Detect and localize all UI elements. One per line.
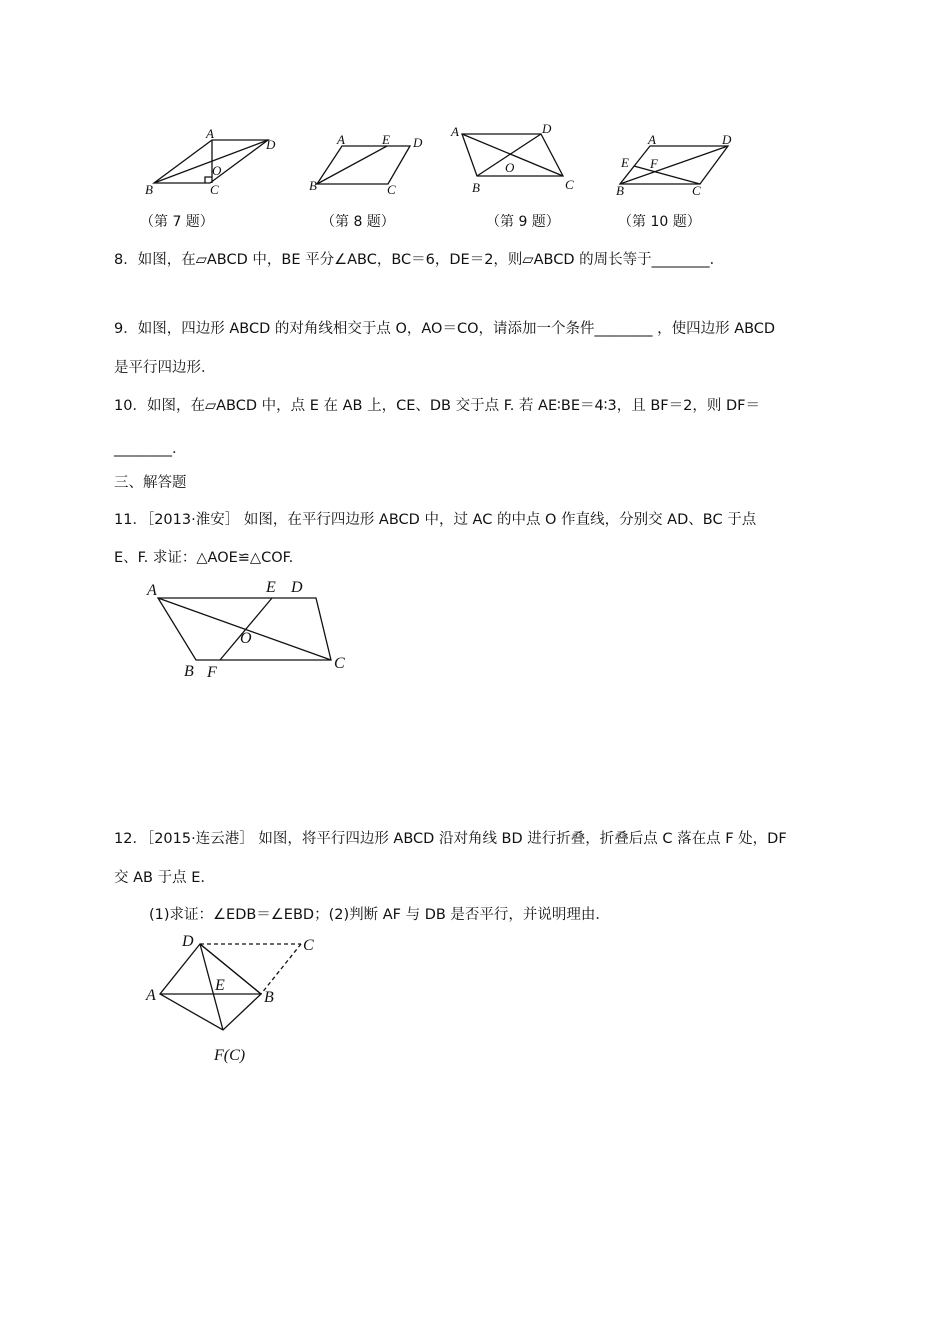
figure-10-caption: （第 10 题）	[618, 214, 701, 230]
fig11-label: D	[291, 579, 303, 596]
fig11-label: C	[334, 655, 345, 672]
fig11-label: E	[266, 579, 276, 596]
fig12-label: B	[264, 989, 274, 1006]
fig9-label: O	[505, 160, 515, 175]
fig8-label: E	[382, 132, 390, 147]
fig11-label: B	[184, 663, 194, 680]
fig12-diagonal-db	[200, 944, 261, 994]
fig8-bisector-be	[317, 146, 387, 184]
question-12-line-1: 12．［2015·连云港］ 如图，将平行四边形 ABCD 沿对角线 BD 进行折叠，折叠后点 C 落在点 F 处，DF	[114, 831, 787, 847]
fig12-label: E	[215, 977, 225, 994]
fig12-label: D	[182, 933, 194, 950]
question-8: 8．如图，在▱ABCD 中，BE 平分∠ABC，BC＝6，DE＝2，则▱ABCD 的周长等于________．	[114, 252, 725, 268]
question-9-line-1: 9．如图，四边形 ABCD 的对角线相交于点 O，AO＝CO，请添加一个条件________ ，使四边形 ABCD	[114, 321, 776, 337]
fig12-label: A	[146, 987, 156, 1004]
fig8-label: A	[337, 132, 345, 147]
fig9-label: B	[472, 180, 480, 195]
fig11-label: F	[207, 664, 217, 681]
fig8-label: C	[387, 182, 396, 197]
fig11-diagonal-ac	[158, 598, 331, 660]
section-heading: 三、解答题	[114, 475, 187, 491]
fig10-label: A	[648, 132, 656, 147]
fig11-label: A	[147, 582, 157, 599]
fig7-label: B	[145, 182, 153, 197]
fig9-label: A	[451, 124, 459, 139]
question-11-line-2: E、F. 求证：△AOE≌△COF.	[114, 550, 294, 566]
figure-8-caption: （第 8 题）	[321, 214, 395, 230]
fig12-folded-quad	[160, 944, 261, 1030]
fig9-label: C	[565, 177, 574, 192]
question-10-line-2: ________．	[114, 441, 187, 457]
question-11-line-1: 11．［2013·淮安］ 如图，在平行四边形 ABCD 中，过 AC 的中点 O 作直线，分别交 AD、BC 于点	[114, 512, 757, 528]
fig10-diagonal-db	[620, 146, 728, 184]
fig11-line-ef	[220, 598, 272, 660]
figure-10	[610, 128, 750, 200]
question-9-line-2: 是平行四边形．	[114, 360, 216, 376]
fig8-parallelogram	[317, 146, 410, 184]
fig10-label: C	[692, 183, 701, 198]
fig7-label: D	[266, 137, 276, 152]
fig12-dashed-cb	[261, 944, 301, 994]
fig7-label: O	[212, 163, 222, 178]
figure-9	[448, 122, 588, 200]
fig7-label: A	[206, 128, 214, 141]
question-12-line-3: (1)求证：∠EDB＝∠EBD；(2)判断 AF 与 DB 是否平行，并说明理由．	[149, 907, 610, 923]
figure-9-caption: （第 9 题）	[486, 214, 560, 230]
fig8-label: D	[413, 135, 423, 150]
figure-12	[140, 926, 340, 1066]
question-12-line-2: 交 AB 于点 E.	[114, 870, 205, 886]
figure-7	[140, 128, 290, 200]
figure-7-caption: （第 7 题）	[140, 214, 214, 230]
question-10-line-1: 10．如图，在▱ABCD 中，点 E 在 AB 上，CE、DB 交于点 F. 若 AE∶BE＝4∶3，且 BF＝2，则 DF＝	[114, 398, 760, 414]
fig7-label: C	[210, 182, 219, 197]
figure-11	[140, 575, 370, 685]
figure-8	[305, 128, 435, 200]
fig12-label: C	[303, 937, 314, 954]
fig8-label: B	[309, 178, 317, 193]
fig10-label: F	[650, 156, 658, 171]
fig10-label: B	[616, 183, 624, 198]
fig10-label: E	[621, 155, 629, 170]
fig12-label: F(C)	[214, 1047, 246, 1064]
fig9-label: D	[542, 122, 552, 136]
fig10-label: D	[722, 132, 732, 147]
fig11-label: O	[240, 630, 252, 647]
